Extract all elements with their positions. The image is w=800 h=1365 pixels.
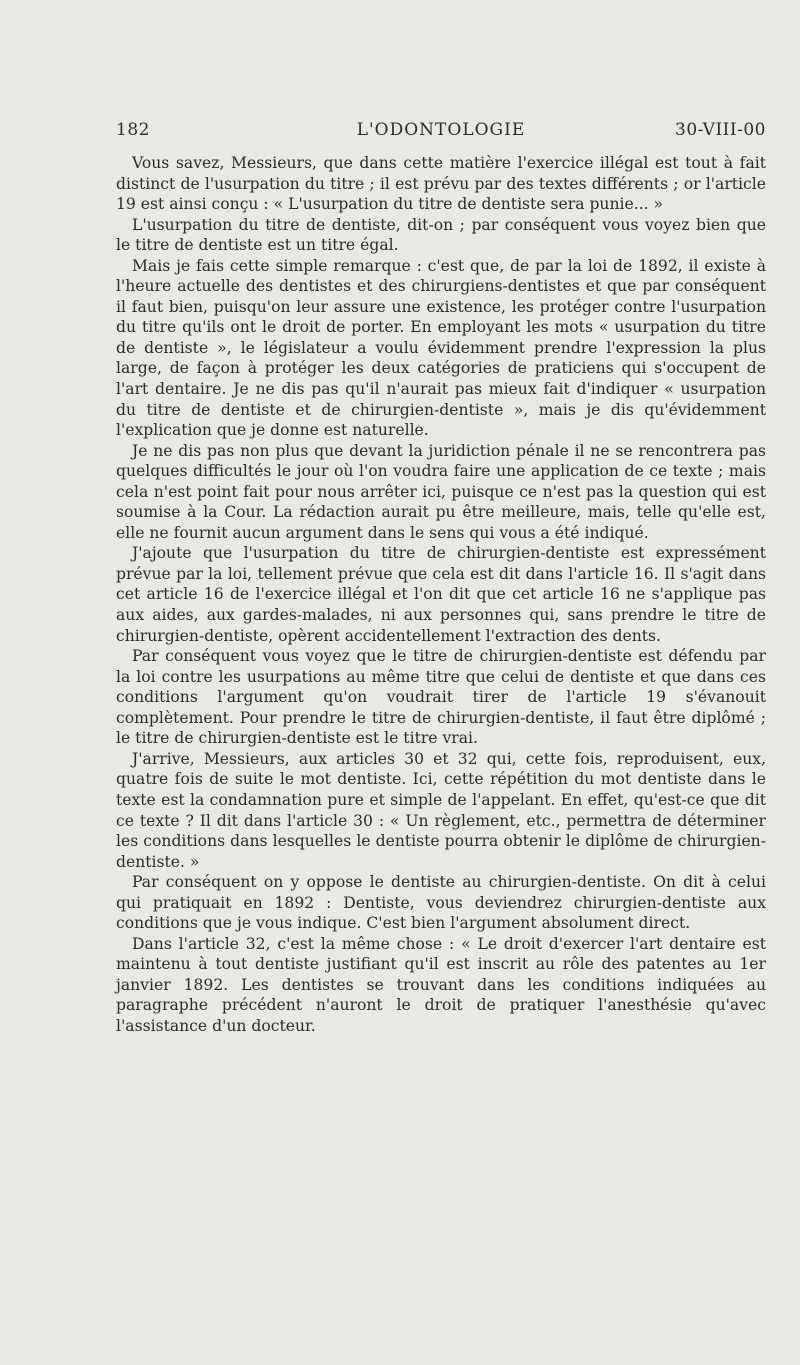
paragraph: Je ne dis pas non plus que devant la juridiction pénale il ne se rencontrera pas quelques difficultés le jour où l'on voudra faire une application de ce texte ; mais cela n'est point fait pour nous arrêter ici, puisque ce n'est pas la question qui est soumise à la Cour. La rédaction aurait pu être meilleure, mais, telle qu'elle est, elle ne fournit aucun argument dans le sens qui vous a été indiqué.: [116, 441, 766, 542]
page-number: 182: [116, 120, 150, 140]
paragraph: J'arrive, Messieurs, aux articles 30 et 32 qui, cette fois, reproduisent, eux, quatre fois de suite le mot dentiste. Ici, cette répétition du mot dentiste dans le texte est la condamnation pure et simple de l'appelant. En effet, qu'est-ce que dit ce texte ? Il dit dans l'article 30 : « Un règlement, etc., permettra de déterminer les conditions dans lesquelles le dentiste pourra obtenir le diplôme de chirurgien-dentiste. »: [116, 749, 766, 871]
body-text: [116, 153, 766, 1037]
paragraph: Dans l'article 32, c'est la même chose : « Le droit d'exercer l'art dentaire est maintenu à tout dentiste justifiant qu'il est inscrit au rôle des patentes au 1er janvier 1892. Les dentistes se trouvant dans les conditions indiquées au paragraphe précédent n'auront le droit de pratiquer l'anesthésie qu'avec l'assistance d'un docteur.: [116, 934, 766, 1035]
journal-title: L'ODONTOLOGIE: [356, 120, 526, 140]
paragraph: Vous savez, Messieurs, que dans cette matière l'exercice illégal est tout à fait distinct de l'usurpation du titre ; il est prévu par des textes différents ; or l'article 19 est ainsi conçu : « L'usurpation du titre de dentiste sera punie... »: [116, 154, 766, 214]
paragraph: Par conséquent on y oppose le dentiste au chirurgien-dentiste. On dit à celui qui pratiquait en 1892 : Dentiste, vous deviendrez chirurgien-dentiste aux conditions que je vous indique. C'est bien l'argument absolument direct.: [116, 873, 766, 933]
paragraph: Mais je fais cette simple remarque : c'est que, de par la loi de 1892, il existe à l'heure actuelle des dentistes et des chirurgiens-dentistes et que par conséquent il faut bien, puisqu'on leur assure une existence, les protéger contre l'usurpation du titre qu'ils ont le droit de porter. En employant les mots « usurpation du titre de dentiste », le législateur a voulu évidemment prendre l'expression la plus large, de façon à protéger les deux catégories de praticiens qui s'occupent de l'art dentaire. Je ne dis pas qu'il n'aurait pas mieux fait d'indiquer « usurpation du titre de dentiste et de chirurgien-dentiste », mais je dis qu'évidemment l'explication que je donne est naturelle.: [116, 256, 766, 440]
paragraph: J'ajoute que l'usurpation du titre de chirurgien-dentiste est expressément prévue par la loi, tellement prévue que cela est dit dans l'article 16. Il s'agit dans cet article 16 de l'exercice illégal et l'on dit que cet article 16 ne s'applique pas aux aides, aux gardes-malades, ni aux personnes qui, sans prendre le titre de chirurgien-dentiste, opèrent accidentellement l'extraction des dents.: [116, 544, 766, 645]
paragraph: Par conséquent vous voyez que le titre de chirurgien-dentiste est défendu par la loi contre les usurpations au même titre que celui de dentiste et que dans ces conditions l'argument qu'on voudrait tirer de l'article 19 s'évanouit complètement. Pour prendre le titre de chirurgien-dentiste, il faut être diplômé ; le titre de chirurgien-dentiste est le titre vrai.: [116, 647, 766, 748]
paragraph: L'usurpation du titre de dentiste, dit-on ; par conséquent vous voyez bien que le titre de dentiste est un titre égal.: [116, 215, 766, 255]
running-header: [116, 120, 766, 144]
issue-date: 30-VIII-00: [675, 120, 766, 140]
